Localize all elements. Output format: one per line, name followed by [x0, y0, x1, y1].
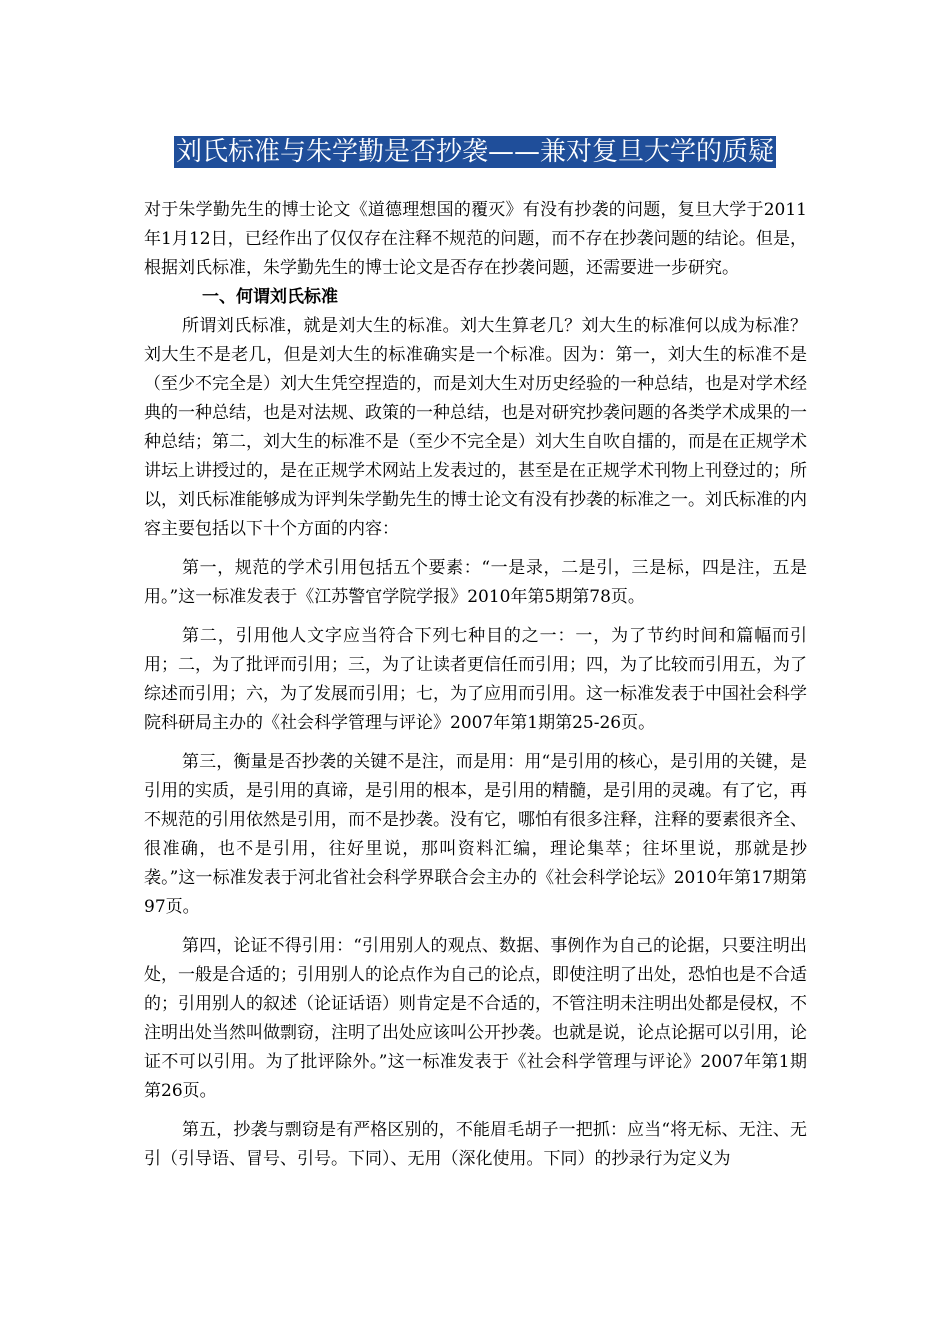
point-1-paragraph: 第一，规范的学术引用包括五个要素：“一是录，二是引，三是标，四是注，五是用。”这一标准发表于《江苏警官学院学报》2010年第5期第78页。: [144, 558, 807, 607]
document-body: [144, 196, 807, 1174]
section-heading: 一、何谓刘氏标准: [202, 287, 338, 307]
point-2-paragraph: 第二，引用他人文字应当符合下列七种目的之一：一，为了节约时间和篇幅而引用；二，为了批评而引用；三，为了让读者更信任而引用；四，为了比较而引用五，为了综述而引用；六，为了发展而引用；七，为了应用而引用。这一标准发表于中国社会科学院科研局主办的《社会科学管理与评论》2007年第1期第25-26页。: [144, 626, 807, 733]
intro-paragraph: 对于朱学勤先生的博士论文《道德理想国的覆灭》有没有抄袭的问题，复旦大学于2011年1月12日，已经作出了仅仅存在注释不规范的问题，而不存在抄袭问题的结论。但是，根据刘氏标准，朱学勤先生的博士论文是否存在抄袭问题，还需要进一步研究。: [144, 200, 807, 278]
section-paragraph: 所谓刘氏标准，就是刘大生的标准。刘大生算老几？刘大生的标准何以成为标准？刘大生不是老几，但是刘大生的标准确实是一个标准。因为：第一，刘大生的标准不是（至少不完全是）刘大生凭空捏造的，而是刘大生对历史经验的一种总结，也是对学术经典的一种总结，也是对法规、政策的一种总结，也是对研究抄袭问题的各类学术成果的一种总结；第二，刘大生的标准不是（至少不完全是）刘大生自吹自擂的，而是在正规学术讲坛上讲授过的，是在正规学术网站上发表过的，甚至是在正规学术刊物上刊登过的；所以，刘氏标准能够成为评判朱学勤先生的博士论文有没有抄袭的标准之一。刘氏标准的内容主要包括以下十个方面的内容：: [144, 316, 807, 539]
point-4-paragraph: 第四，论证不得引用：“引用别人的观点、数据、事例作为自己的论据，只要注明出处，一般是合适的；引用别人的论点作为自己的论点，即使注明了出处，恐怕也是不合适的；引用别人的叙述（论证话语）则肯定是不合适的，不管注明未注明出处都是侵权，不注明出处当然叫做剽窃，注明了出处应该叫公开抄袭。也就是说，论点论据可以引用，论证不可以引用。为了批评除外。”这一标准发表于《社会科学管理与评论》2007年第1期第26页。: [144, 936, 807, 1101]
point-3-paragraph: 第三，衡量是否抄袭的关键不是注，而是用：用“是引用的核心，是引用的关键，是引用的实质，是引用的真谛，是引用的根本，是引用的精髓，是引用的灵魂。有了它，再不规范的引用依然是引用，而不是抄袭。没有它，哪怕有很多注释，注释的要素很齐全、很准确，也不是引用，往好里说，那叫资料汇编，理论集萃；往坏里说，那就是抄袭。”这一标准发表于河北省社会科学界联合会主办的《社会科学论坛》2010年第17期第97页。: [144, 752, 807, 917]
title-wrap: [0, 136, 950, 168]
point-5-paragraph: 第五，抄袭与剽窃是有严格区别的，不能眉毛胡子一把抓：应当“将无标、无注、无引（引导语、冒号、引号。下同）、无用（深化使用。下同）的抄录行为定义为: [144, 1120, 807, 1169]
document-title: 刘氏标准与朱学勤是否抄袭——兼对复旦大学的质疑: [175, 137, 774, 167]
